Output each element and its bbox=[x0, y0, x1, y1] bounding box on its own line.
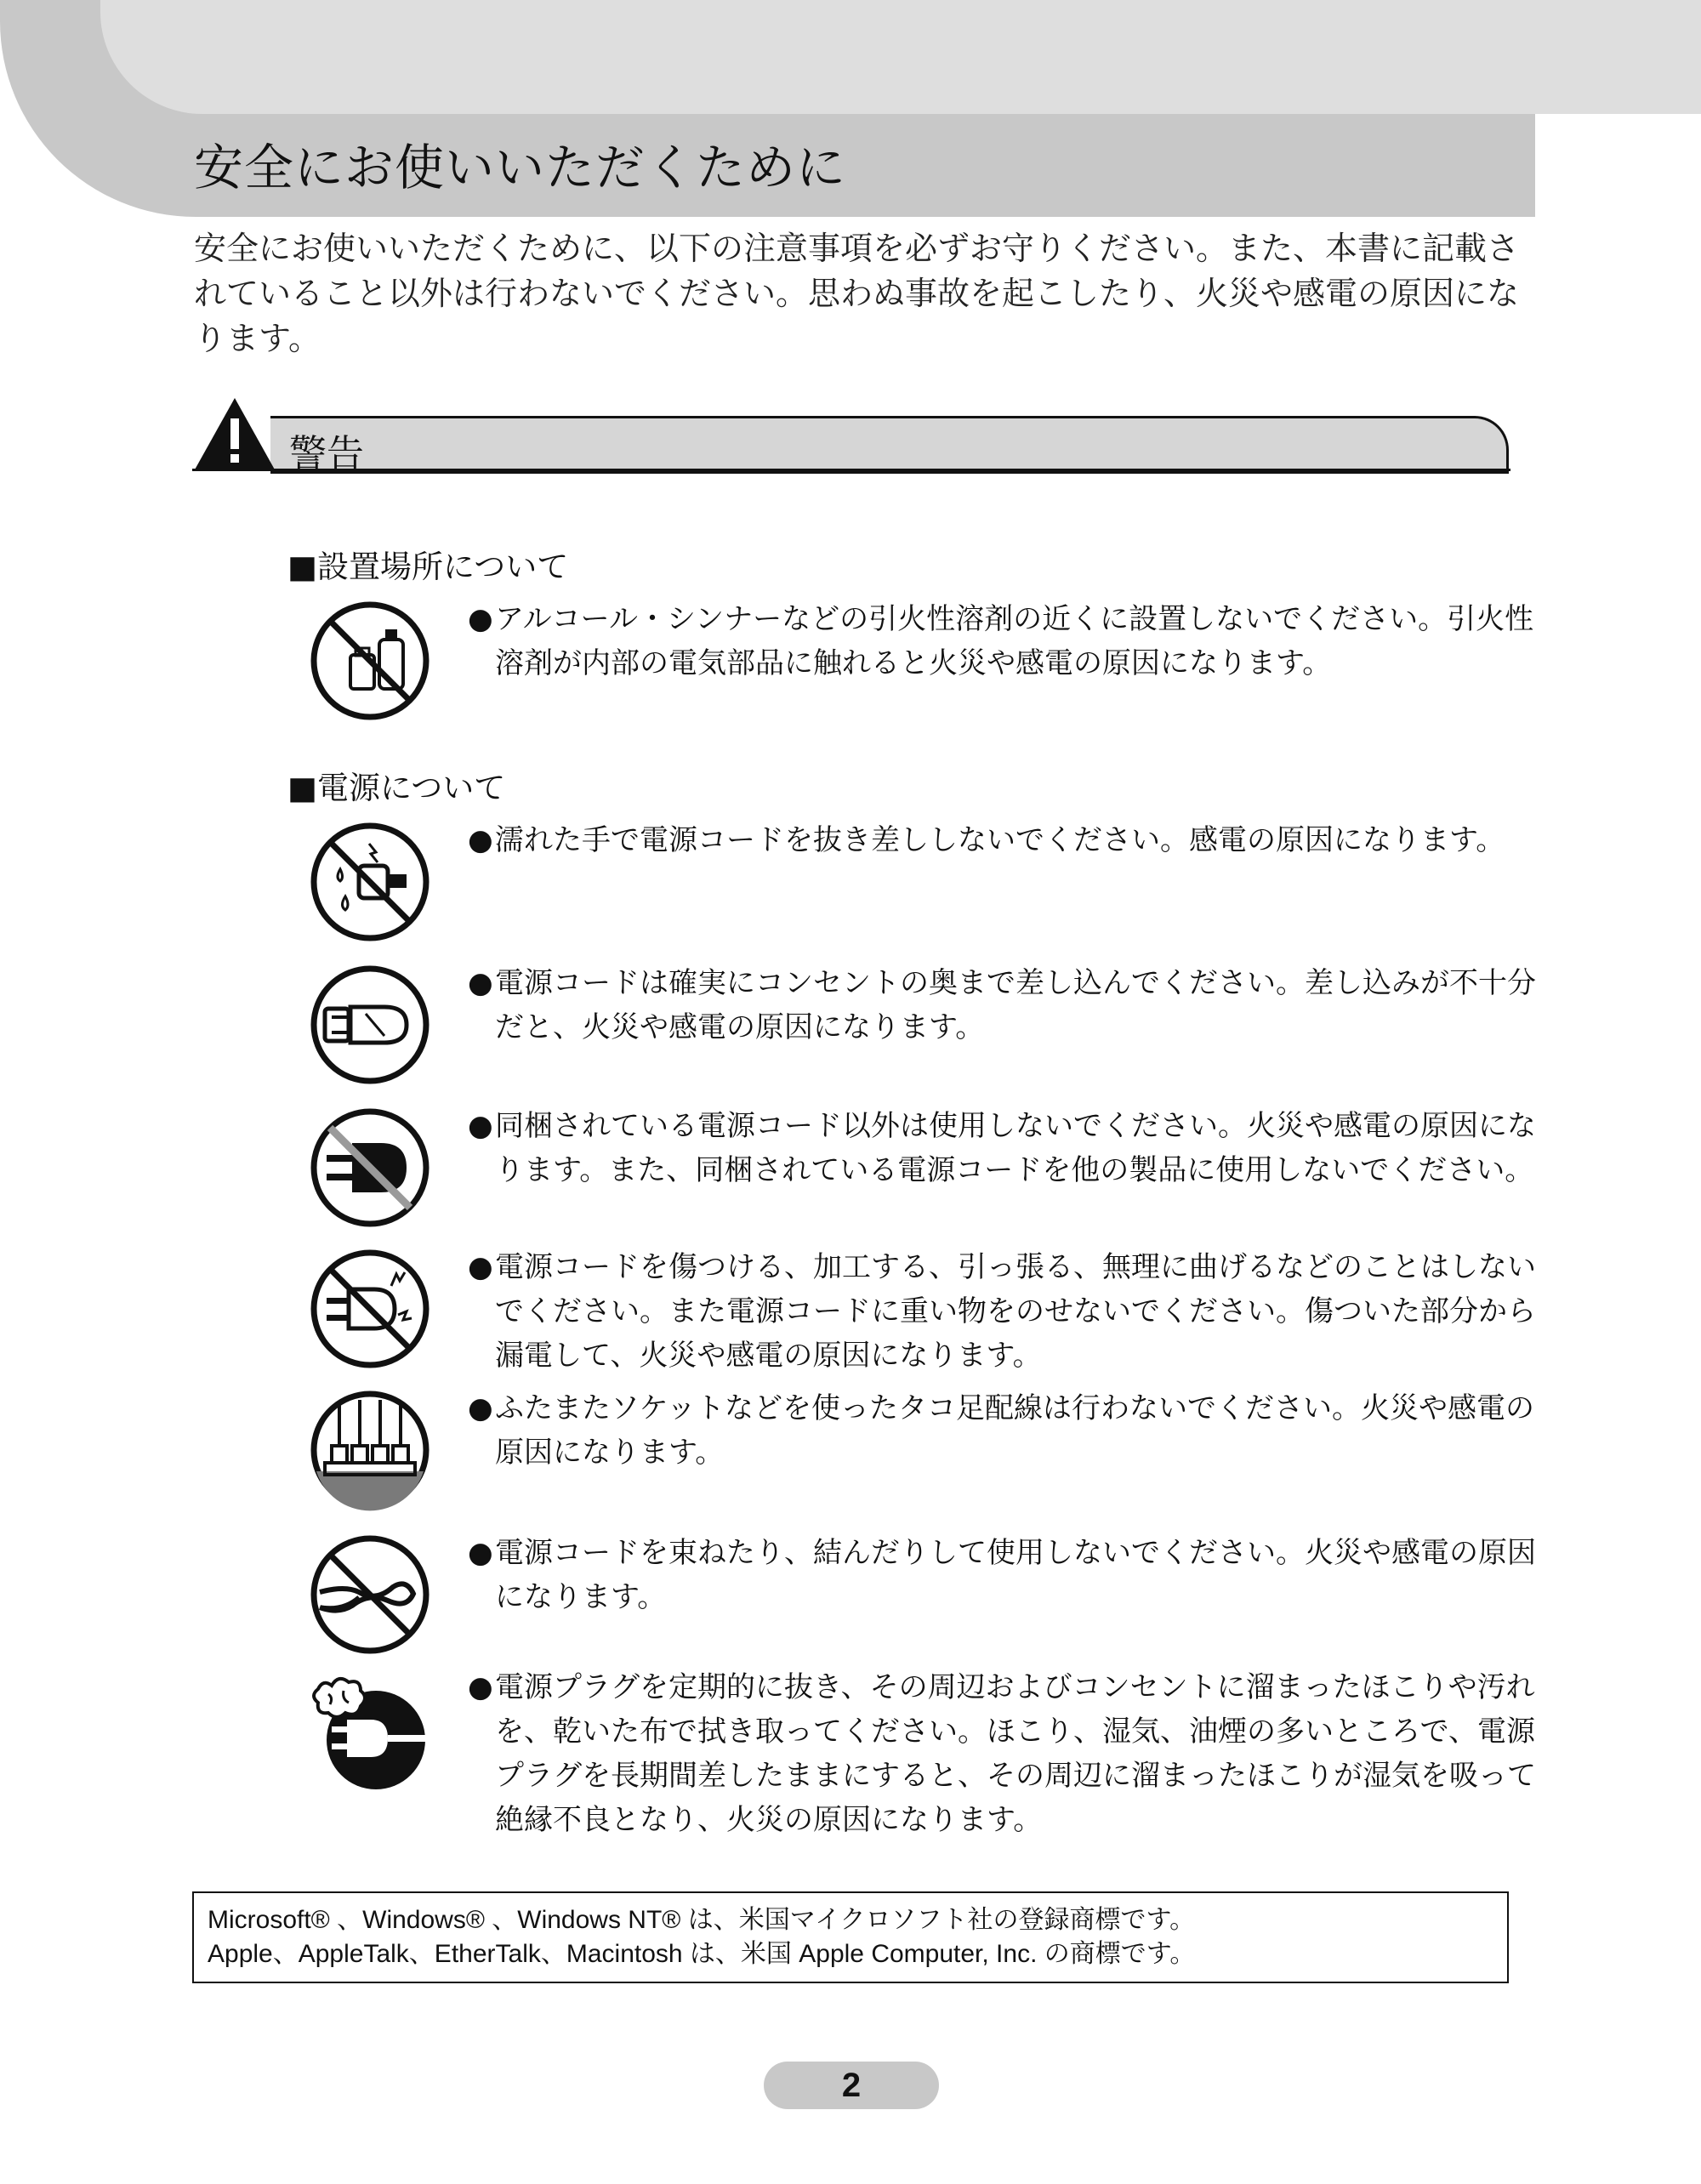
item-text: ●電源プラグを定期的に抜き、その周辺およびコンセントに溜まったほこりや汚れを、乾いた布で拭き取ってください。ほこり、湿気、油煙の多いところで、電源プラグを長期間差したままにすると、その周辺に溜まったほこりが湿気を吸って絶縁不良となり、火災の原因になります。 bbox=[468, 1670, 1536, 1837]
no-other-cord-icon bbox=[306, 1104, 434, 1231]
page-number: 2 bbox=[764, 2062, 939, 2109]
item-text: ●アルコール・シンナーなどの引火性溶剤の近くに設置しないでください。引火性溶剤が内部の電気部品に触れると火災や感電の原因になります。 bbox=[468, 602, 1534, 680]
warning-underline bbox=[192, 469, 1510, 471]
item-text: ●同梱されている電源コード以外は使用しないでください。火災や感電の原因になります。また、同梱されている電源コードを他の製品に使用しないでください。 bbox=[468, 1109, 1536, 1187]
warning-triangle-icon bbox=[192, 396, 277, 473]
no-damaged-cord-icon bbox=[306, 1245, 434, 1373]
plug-fully-inserted-icon bbox=[306, 961, 434, 1089]
item-text: ●電源コードは確実にコンセントの奥まで差し込んでください。差し込みが不十分だと、火災や感電の原因になります。 bbox=[468, 966, 1536, 1044]
no-octopus-wiring-icon bbox=[306, 1386, 434, 1514]
item-text: ●ふたまたソケットなどを使ったタコ足配線は行わないでください。火災や感電の原因になります。 bbox=[468, 1391, 1534, 1470]
section-heading-location: ■設置場所について bbox=[287, 549, 569, 585]
warning-label: 警告 bbox=[289, 432, 364, 475]
intro-paragraph: 安全にお使いいただくために、以下の注意事項を必ずお守りください。また、本書に記載されていること以外は行わないでください。思わぬ事故を起こしたり、火災や感電の原因になります。 bbox=[194, 230, 1520, 357]
item-text: ●電源コードを傷つける、加工する、引っ張る、無理に曲げるなどのことはしないでください。また電源コードに重い物をのせないでください。傷ついた部分から漏電して、火災や感電の原因になります。 bbox=[468, 1250, 1536, 1373]
warning-bar bbox=[270, 416, 1509, 474]
item-text: ●濡れた手で電源コードを抜き差ししないでください。感電の原因になります。 bbox=[468, 823, 1505, 857]
trademark-notice bbox=[192, 1891, 1509, 1983]
section-heading-power: ■電源について bbox=[287, 770, 506, 806]
item-text: ●電源コードを束ねたり、結んだりして使用しないでください。火災や感電の原因になります。 bbox=[468, 1536, 1536, 1614]
no-wet-hands-plug-icon bbox=[306, 818, 434, 946]
no-flammable-solvents-icon bbox=[306, 597, 434, 725]
header-gap bbox=[1535, 114, 1701, 217]
no-bundled-cord-icon bbox=[306, 1531, 434, 1658]
header-band-top bbox=[100, 0, 1701, 114]
page-title: 安全にお使いいただくために bbox=[194, 139, 847, 196]
trademark-line-apple: Apple、AppleTalk、EtherTalk、Macintosh は、米国 Apple Computer, Inc. の商標です。 bbox=[208, 1940, 1196, 1968]
unplug-clean-dust-icon bbox=[306, 1665, 434, 1793]
trademark-line-microsoft: Microsoft® 、Windows® 、Windows NT® は、米国マイクロソフト社の登録商標です。 bbox=[208, 1906, 1196, 1934]
